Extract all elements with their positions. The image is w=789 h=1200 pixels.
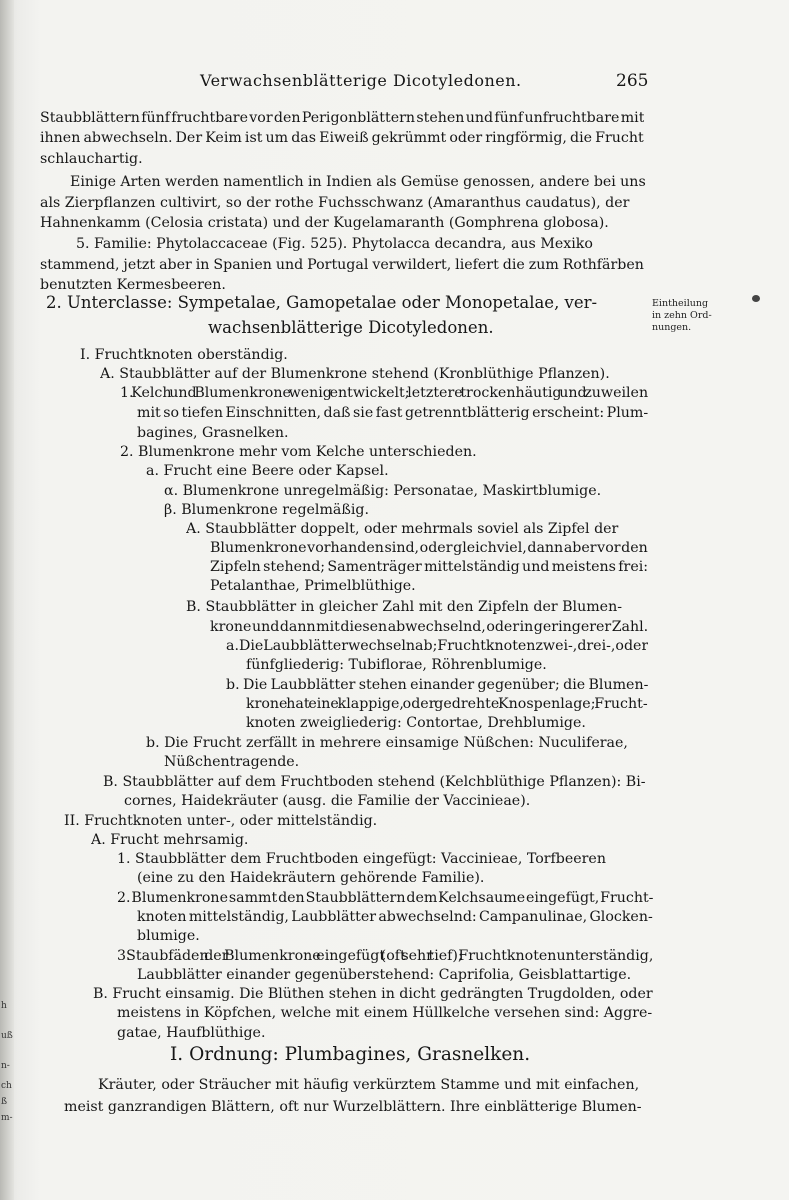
key-line: B. Staubblätter auf dem Fruchtboden stehend (Kelchblüthige Pflanzen): Bi- xyxy=(103,774,646,790)
text-line: benutzten Kermesbeeren. xyxy=(40,277,226,293)
key-line: knoten mittelständig, Laubblätter abwechselnd: Campanulinae, Glocken- xyxy=(137,909,653,925)
margin-note-line: nungen. xyxy=(652,322,692,333)
text-line: Staubblättern fünf fruchtbare vor den Perigonblättern stehen und fünf unfruchtbare mit xyxy=(40,110,644,126)
key-line: β. Blumenkrone regelmäßig. xyxy=(164,502,369,518)
text-line: Kräuter, oder Sträucher mit häufig verkürztem Stamme und mit einfachen, xyxy=(98,1077,640,1093)
text-line: meist ganzrandigen Blättern, oft nur Wurzelblättern. Ihre einblätterige Blumen- xyxy=(64,1099,642,1115)
key-line: II. Fruchtknoten unter-, oder mittelständig. xyxy=(64,813,378,829)
text-line: Einige Arten werden namentlich in Indien als Gemüse genossen, andere bei uns xyxy=(70,174,646,190)
key-line: Laubblätter einander gegenüberstehend: Caprifolia, Geisblattartige. xyxy=(137,967,632,983)
key-line: (eine zu den Haidekräutern gehörende Familie). xyxy=(137,870,485,886)
key-line: 1. Kelch und Blumenkrone wenig entwickelt; letztere trockenhäutig und zuweilen xyxy=(120,385,648,401)
edge-fragment: uß xyxy=(1,1031,13,1041)
ink-spot xyxy=(752,295,760,302)
subclass-heading-line1: 2. Unterclasse: Sympetalae, Gamopetalae oder Monopetalae, ver- xyxy=(46,293,598,312)
subclass-heading-line2: wachsenblätterige Dicotyledonen. xyxy=(208,318,494,337)
key-line: blumige. xyxy=(137,928,200,944)
key-line: b. Die Frucht zerfällt in mehrere einsamige Nüßchen: Nuculiferae, xyxy=(146,735,628,751)
key-line: 3. Staubfäden der Blumenkrone eingefügt (oft sehr tief); Fruchtknotenunterständig, xyxy=(117,948,653,964)
order-heading: I. Ordnung: Plumbagines, Grasnelken. xyxy=(170,1044,531,1065)
key-line: gatae, Haufblüthige. xyxy=(117,1025,266,1041)
page-number: 265 xyxy=(616,71,649,91)
key-line: B. Staubblätter in gleicher Zahl mit den Zipfeln der Blumen- xyxy=(186,599,623,615)
key-line: α. Blumenkrone unregelmäßig: Personatae, Maskirtblumige. xyxy=(164,483,602,499)
key-line: krone hat eine klappige, oder gedrehte Knospenlage; Frucht- xyxy=(246,696,648,712)
edge-fragment: h xyxy=(1,1001,7,1011)
key-line: meistens in Köpfchen, welche mit einem Hüllkelche versehen sind: Aggre- xyxy=(117,1005,653,1021)
key-line: Blumenkrone vorhanden sind, oder gleichviel, dann aber vor den xyxy=(210,540,648,556)
text-line: ihnen abwechseln. Der Keim ist um das Eiweiß gekrümmt oder ringförmig, die Frucht xyxy=(40,130,644,146)
margin-note xyxy=(652,298,742,334)
adjacent-page-edge xyxy=(0,0,14,1200)
key-line: Zipfeln stehend; Samenträger mittelständig und meistens frei: xyxy=(210,559,648,575)
key-line: fünfgliederig: Tubiflorae, Röhrenblumige. xyxy=(246,657,547,673)
key-line: bagines, Grasnelken. xyxy=(137,425,289,441)
key-line: mit so tiefen Einschnitten, daß sie fast getrenntblätterig erscheint: Plum- xyxy=(137,405,648,421)
key-line: a. Die Laubblätter wechseln ab; Fruchtknoten zwei-, drei-, oder xyxy=(226,638,648,654)
key-line: A. Staubblätter auf der Blumenkrone stehend (Kronblüthige Pflanzen). xyxy=(100,366,610,382)
edge-fragment: ch xyxy=(1,1081,12,1091)
key-line: cornes, Haidekräuter (ausg. die Familie der Vaccinieae). xyxy=(124,793,531,809)
key-line: A. Staubblätter doppelt, oder mehrmals soviel als Zipfel der xyxy=(186,521,619,537)
edge-fragment: m- xyxy=(1,1113,13,1123)
text-line: schlauchartig. xyxy=(40,151,143,167)
key-line: I. Fruchtknoten oberständig. xyxy=(80,347,288,363)
edge-fragment: ß xyxy=(1,1097,8,1107)
key-line: b. Die Laubblätter stehen einander gegenüber; die Blumen- xyxy=(226,677,648,693)
text-line: 5. Familie: Phytolaccaceae (Fig. 525). Phytolacca decandra, aus Mexiko xyxy=(76,236,593,252)
key-line: Petalanthae, Primelblüthige. xyxy=(210,578,416,594)
key-line: 2. Blumenkrone sammt den Staubblättern dem Kelchsaume eingefügt, Frucht- xyxy=(117,890,653,906)
key-line: a. Frucht eine Beere oder Kapsel. xyxy=(146,463,389,479)
key-line: krone und dann mit diesen abwechselnd, oder in geringerer Zahl. xyxy=(210,619,648,635)
key-line: 2. Blumenkrone mehr vom Kelche unterschieden. xyxy=(120,444,477,460)
key-line: A. Frucht mehrsamig. xyxy=(91,832,249,848)
edge-fragment: n- xyxy=(1,1061,10,1071)
key-line: 1. Staubblätter dem Fruchtboden eingefügt: Vaccinieae, Torfbeeren xyxy=(117,851,606,867)
text-line: stammend, jetzt aber in Spanien und Portugal verwildert, liefert die zum Rothfärben xyxy=(40,257,644,273)
margin-note-line: in zehn Ord- xyxy=(652,310,712,321)
text-line: als Zierpflanzen cultivirt, so der rothe Fuchsschwanz (Amaranthus caudatus), der xyxy=(40,195,630,211)
running-title: Verwachsenblätterige Dicotyledonen. xyxy=(200,71,522,90)
key-line: B. Frucht einsamig. Die Blüthen stehen in dicht gedrängten Trugdolden, oder xyxy=(93,986,653,1002)
key-line: knoten zweigliederig: Contortae, Drehblumige. xyxy=(246,715,586,731)
key-line: Nüßchentragende. xyxy=(164,754,300,770)
margin-note-line: Eintheilung xyxy=(652,298,709,309)
text-line: Hahnenkamm (Celosia cristata) und der Kugelamaranth (Gomphrena globosa). xyxy=(40,215,609,231)
